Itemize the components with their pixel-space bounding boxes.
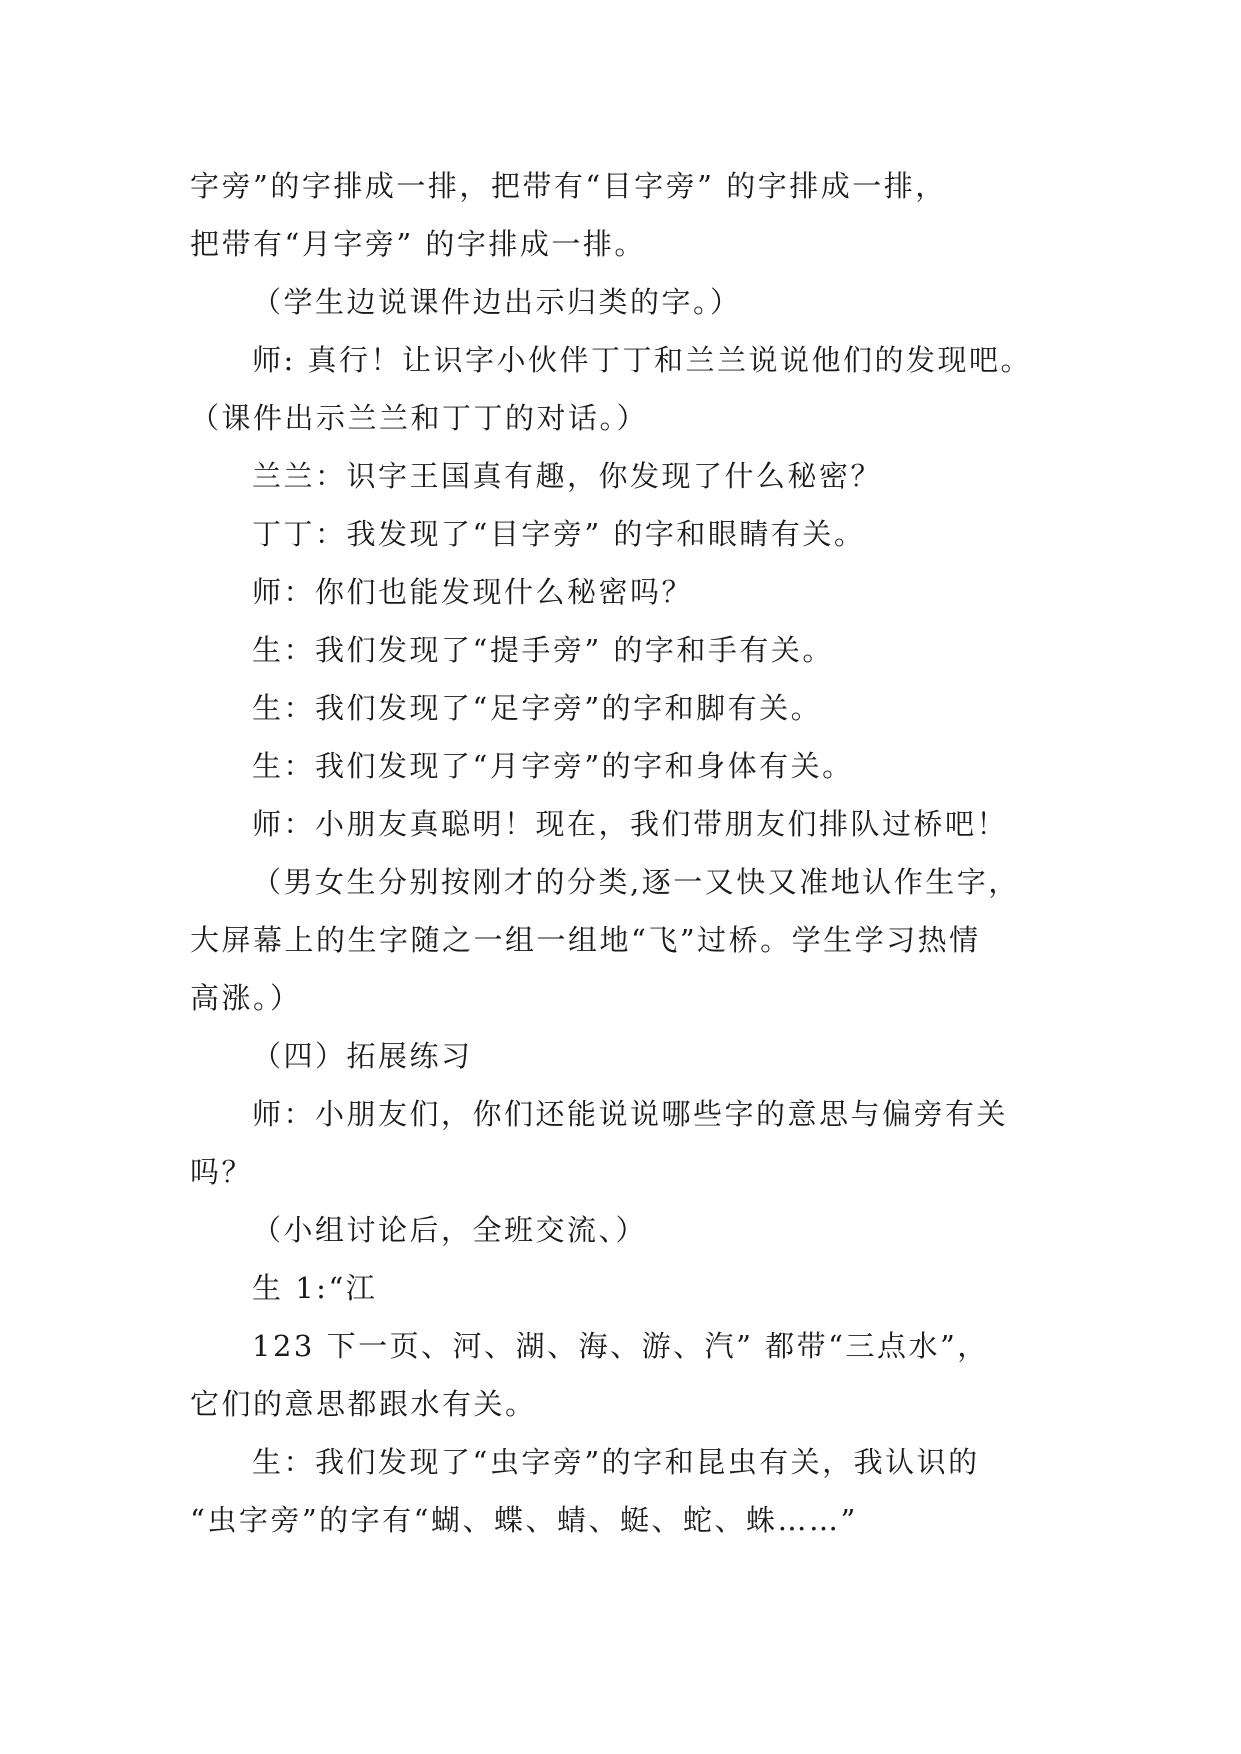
text-line: 生 1:“江 xyxy=(252,1271,378,1305)
text-line: 吗？ xyxy=(190,1155,254,1189)
text-line: 它们的意思都跟水有关。 xyxy=(190,1387,537,1421)
text-line: 高涨。） xyxy=(190,981,302,1015)
text-line: 生：我们发现了“虫字旁”的字和昆虫有关，我认识的 xyxy=(252,1445,980,1479)
text-line: 大屏幕上的生字随之一组一组地“飞”过桥。学生学习热情 xyxy=(190,923,981,957)
text-line: 师：小朋友真聪明！现在，我们带朋友们排队过桥吧！ xyxy=(252,807,1009,841)
text-line: 生：我们发现了“足字旁”的字和脚有关。 xyxy=(252,691,823,725)
text-line: （学生边说课件边出示归类的字。） xyxy=(252,285,742,319)
text-line: 师：小朋友们，你们还能说说哪些字的意思与偏旁有关 xyxy=(252,1097,1009,1131)
text-line: 生：我们发现了“月字旁”的字和身体有关。 xyxy=(252,749,854,783)
text-line: （小组讨论后，全班交流、） xyxy=(252,1213,648,1247)
text-line: 兰兰：识字王国真有趣，你发现了什么秘密？ xyxy=(252,459,883,493)
text-line: 123 下一页、河、湖、海、游、汽” 都带“三点水”， xyxy=(252,1329,989,1363)
text-line: 把带有“月字旁” 的字排成一排。 xyxy=(190,227,646,261)
text-line: 丁丁：我发现了“目字旁” 的字和眼睛有关。 xyxy=(252,517,866,551)
text-line: 生：我们发现了“提手旁” 的字和手有关。 xyxy=(252,633,834,667)
text-line: 师：你们也能发现什么秘密吗？ xyxy=(252,575,694,609)
text-line: “虫字旁”的字有“蝴、蝶、蜻、蜓、蛇、蛛……” xyxy=(190,1503,858,1537)
text-line: （课件出示兰兰和丁丁的对话。） xyxy=(190,401,649,435)
text-line: 字旁”的字排成一排，把带有“目字旁” 的字排成一排， xyxy=(190,169,947,203)
section-heading: （四）拓展练习 xyxy=(252,1039,473,1073)
text-line: 师: 真行！让识字小伙伴丁丁和兰兰说说他们的发现吧。 xyxy=(252,343,1032,377)
text-line: （男女生分别按刚才的分类,逐一又快又准地认作生字， xyxy=(252,865,1020,899)
